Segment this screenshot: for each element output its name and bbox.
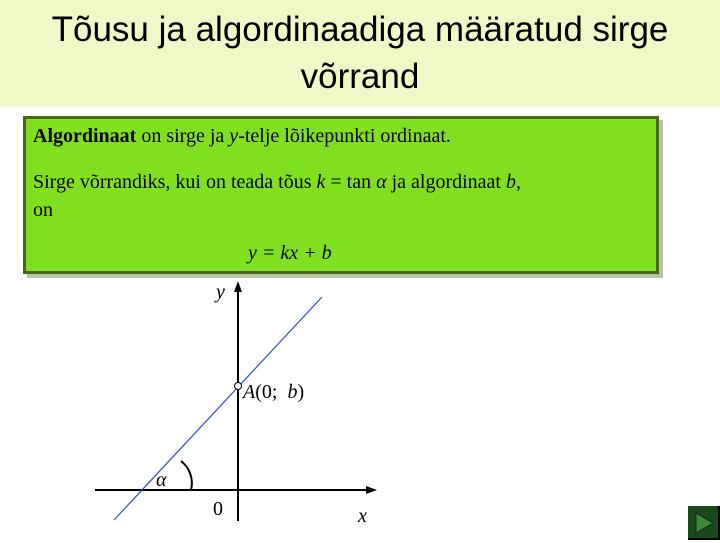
definition-text: , bbox=[516, 171, 521, 193]
origin-label: 0 bbox=[213, 498, 223, 520]
definition-text: ja algordinaat bbox=[386, 171, 506, 193]
angle-arc bbox=[181, 461, 192, 490]
graph-line bbox=[114, 297, 322, 520]
definition-text: Sirge võrrandiks, kui on teada tõus bbox=[33, 171, 317, 193]
point-a-marker bbox=[235, 383, 242, 390]
point-coord-open: (0; bbox=[255, 381, 288, 403]
x-axis-label: x bbox=[358, 505, 367, 527]
slide-title: Tõusu ja algordinaadiga määratud sirge võrrand bbox=[51, 10, 669, 96]
x-axis-arrow bbox=[366, 486, 377, 494]
next-slide-button[interactable] bbox=[688, 506, 720, 540]
line-equation: y = kx + b bbox=[248, 242, 332, 264]
angle-label: α bbox=[156, 469, 167, 491]
var-y: y bbox=[229, 125, 239, 147]
definition-line-3: on bbox=[33, 199, 53, 221]
var-b: b bbox=[506, 171, 516, 193]
definition-text: -telje lõikepunkti ordinaat. bbox=[238, 125, 451, 147]
alpha-symbol: α bbox=[376, 171, 387, 193]
point-coord-b: b bbox=[287, 381, 298, 403]
definition-text: on sirge ja bbox=[136, 125, 230, 147]
point-letter: A bbox=[243, 381, 256, 403]
y-axis-label: y bbox=[216, 281, 225, 303]
term-algordinaat: Algordinaat bbox=[33, 125, 137, 147]
definition-text: = tan bbox=[325, 171, 377, 193]
y-axis-arrow bbox=[234, 281, 242, 292]
play-triangle-icon bbox=[688, 506, 718, 538]
var-k: k bbox=[316, 171, 326, 193]
point-coord-close: ) bbox=[297, 381, 305, 403]
point-a-label bbox=[241, 381, 304, 403]
